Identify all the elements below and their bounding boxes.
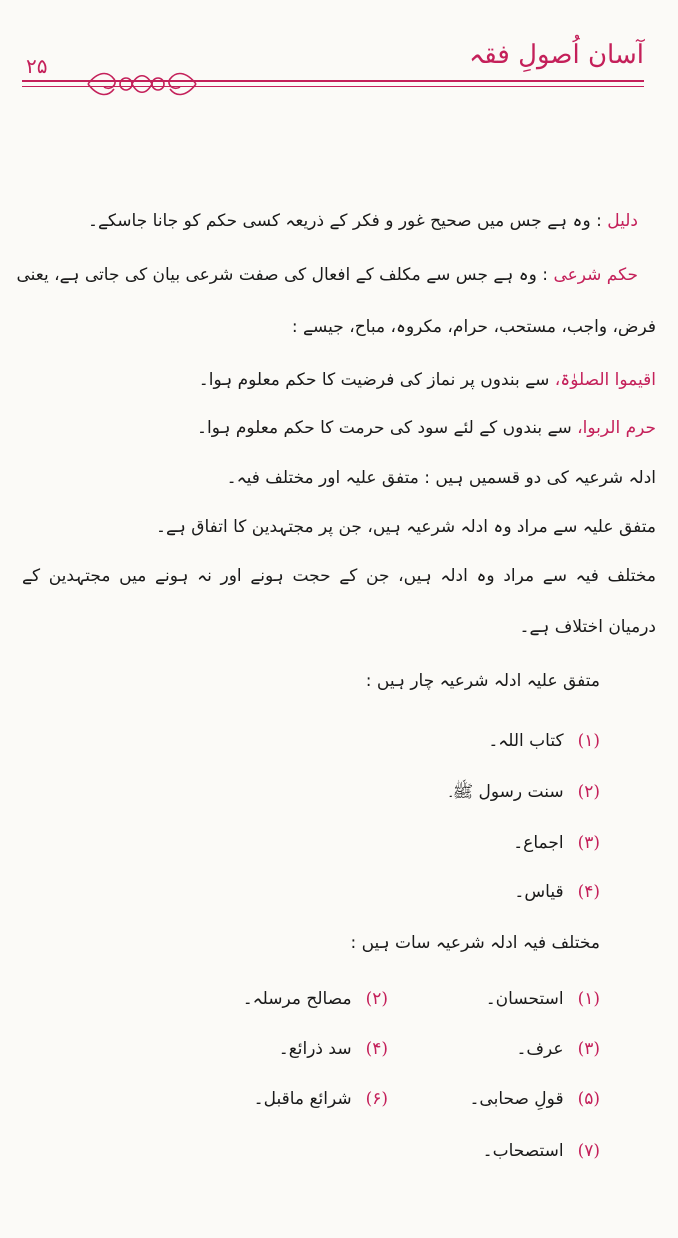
list-item (279, 1036, 388, 1062)
list-text: کتاب اللہ۔ (488, 731, 564, 751)
list-number: (۶) (365, 1089, 388, 1109)
list-text: مصالح مرسلہ۔ (242, 989, 352, 1009)
ornament-icon (86, 65, 198, 103)
list-item (243, 986, 388, 1012)
list-number: (۴) (365, 1039, 388, 1059)
term-salah: اقیموا الصلوٰۃ، (554, 370, 656, 390)
list-text: عرف۔ (516, 1039, 564, 1059)
example-riba (197, 415, 656, 441)
text-hukm-2: فرض، واجب، مستحب، حرام، مکروہ، مباح، جیسے : (291, 317, 656, 337)
term-hukm: حکم شرعی (553, 265, 638, 285)
list-number: (۲) (365, 989, 388, 1009)
list-number: (۵) (577, 1089, 600, 1109)
page-number: ۲۵ (26, 54, 48, 78)
definition-hukm (16, 262, 638, 288)
list-number: (۴) (577, 882, 600, 902)
list-text: استصحاب۔ (482, 1141, 564, 1161)
text-hukm-1: : وہ ہے جس سے مکلف کے افعال کی صفت شرعی بیان کی جاتی ہے، یعنی (16, 265, 554, 285)
list-item (483, 1138, 600, 1164)
list-item (513, 830, 600, 856)
list-number: (۱) (577, 731, 600, 751)
paragraph-types: ادلہ شرعیہ کی دو قسمیں ہیں : متفق علیہ اور مختلف فیہ۔ (226, 468, 656, 488)
text-salah: سے بندوں پر نماز کی فرضیت کا حکم معلوم ہوا۔ (198, 370, 555, 390)
header-rule-thin (22, 86, 644, 87)
term-dalil: دلیل (607, 211, 638, 231)
heading-seven: مختلف فیہ ادلہ شرعیہ سات ہیں : (350, 933, 600, 953)
list-item (449, 779, 600, 805)
list-item (514, 879, 600, 905)
list-text: استحسان۔ (485, 989, 564, 1009)
header-rule (22, 80, 644, 82)
definition-dalil (88, 208, 638, 234)
example-salah (199, 367, 656, 393)
text-riba: سے بندوں کے لئے سود کی حرمت کا حکم معلوم ہوا۔ (197, 418, 578, 438)
list-number: (۲) (577, 782, 600, 802)
book-title: آسان اُصولِ فقہ (469, 40, 644, 70)
term-riba: حرم الربوا، (577, 418, 656, 438)
list-item (488, 728, 600, 754)
list-item (486, 986, 600, 1012)
paragraph-mukhtalif-1: مختلف فیہ سے مراد وہ ادلہ ہیں، جن کے حجت ہونے اور نہ ہونے میں مجتہدین کے (22, 566, 656, 586)
list-number: (۳) (577, 1039, 600, 1059)
list-text: شرائع ماقبل۔ (253, 1089, 352, 1109)
heading-four: متفق علیہ ادلہ شرعیہ چار ہیں : (365, 671, 600, 691)
list-item (254, 1086, 388, 1112)
list-number: (۷) (577, 1141, 600, 1161)
list-text: قیاس۔ (514, 882, 564, 902)
paragraph-mukhtalif-2: درمیان اختلاف ہے۔ (519, 617, 656, 637)
list-number: (۱) (577, 989, 600, 1009)
list-text: سنت رسول ﷺ۔ (448, 782, 564, 802)
list-number: (۳) (577, 833, 600, 853)
list-item (469, 1086, 600, 1112)
text-dalil: : وہ ہے جس میں صحیح غور و فکر کے ذریعہ کسی حکم کو جانا جاسکے۔ (88, 211, 608, 231)
paragraph-muttafaq: متفق علیہ سے مراد وہ ادلہ شرعیہ ہیں، جن پر مجتہدین کا اتفاق ہے۔ (156, 517, 656, 537)
list-text: سد ذرائع۔ (278, 1039, 352, 1059)
list-text: اجماع۔ (513, 833, 564, 853)
page-header (22, 40, 644, 100)
list-text: قولِ صحابی۔ (469, 1089, 564, 1109)
list-item (516, 1036, 600, 1062)
